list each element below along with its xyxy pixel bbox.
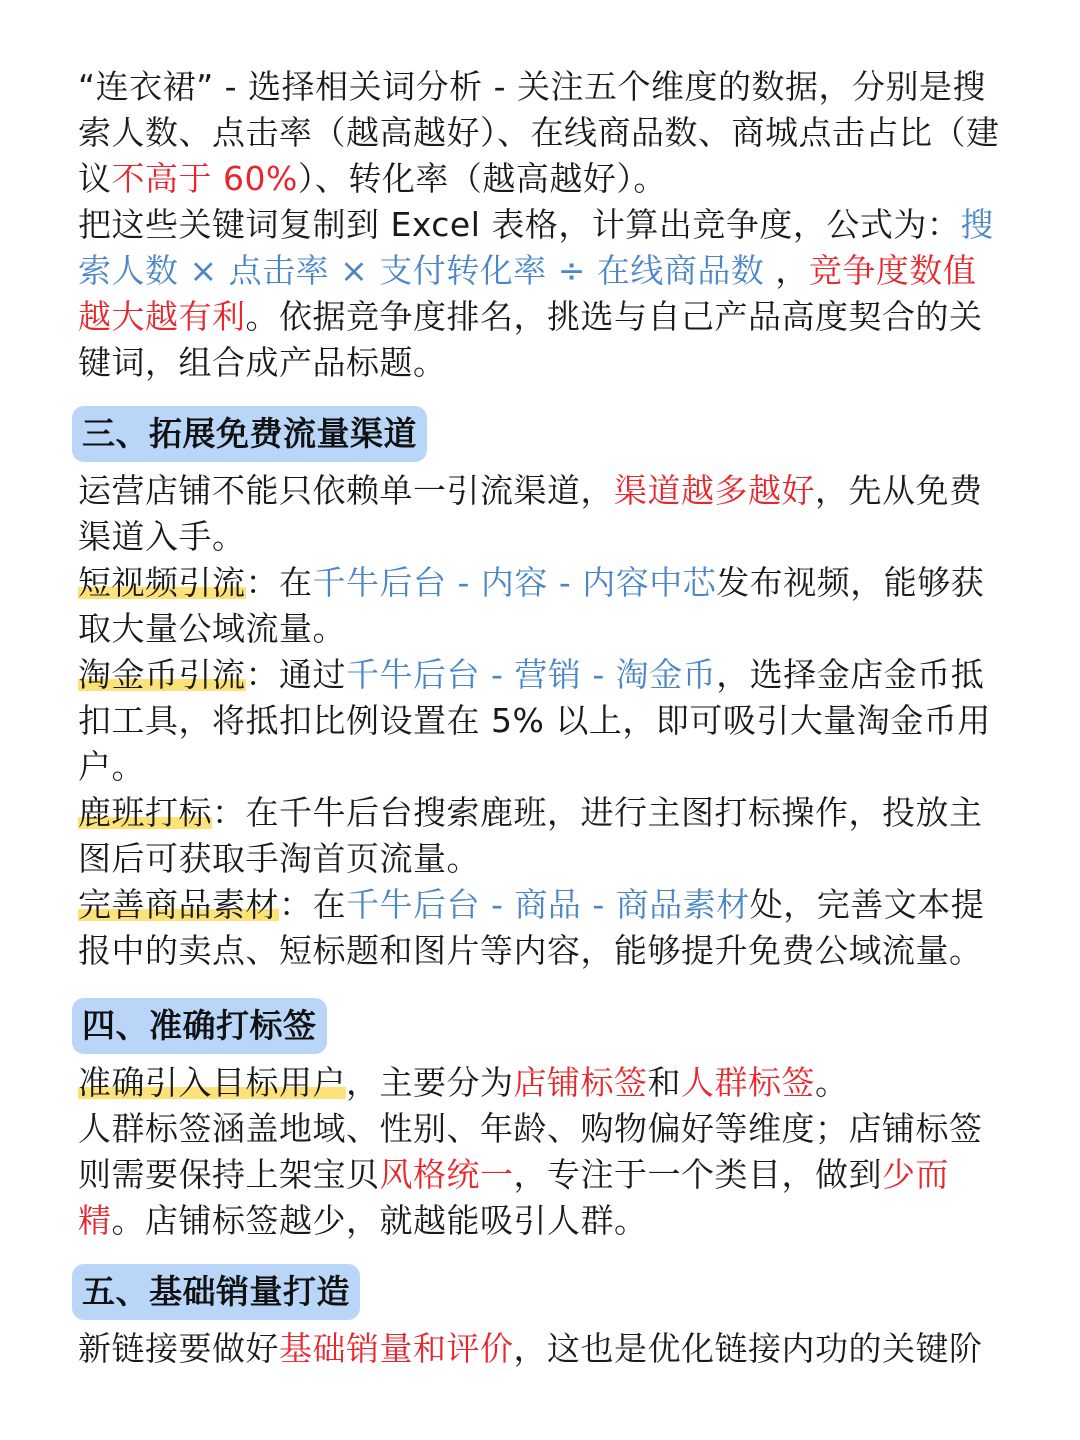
intro-p2-red: 竞争度数值越大越有利 xyxy=(78,251,977,336)
section-heading-free-traffic: 三、拓展免费流量渠道 xyxy=(72,406,427,462)
section4-period: 。 xyxy=(815,1063,849,1102)
section3-intro xyxy=(78,468,1008,560)
target-users-highlight: 准确引入目标用户 xyxy=(78,1063,346,1102)
channel-text: ：在 xyxy=(245,563,313,602)
section5-text: 新链接要做好 xyxy=(78,1329,279,1368)
channel-item-short-video xyxy=(78,560,1008,652)
intro-paragraph-metrics xyxy=(78,64,1008,202)
section3-intro-text: 运营店铺不能只依赖单一引流渠道， xyxy=(78,471,614,510)
section5-text-end: ，这也是优化链接内功的关键阶 xyxy=(513,1329,983,1368)
channel-text-end: ，选择金店金币抵扣工具，将抵扣比例设置在 5% 以上，即可吸引大量淘金币用户。 xyxy=(78,655,991,786)
intro-p2-text-end: 。依据竞争度排名，挑选与自己产品高度契合的关键词，组合成产品标题。 xyxy=(78,297,983,382)
section4-text: ，主要分为 xyxy=(346,1063,514,1102)
channel-path: 千牛后台 - 营销 - 淘金币 xyxy=(346,655,717,694)
section4-and: 和 xyxy=(647,1063,681,1102)
channel-label-short-video: 短视频引流 xyxy=(78,563,246,602)
store-tag-text: 店铺标签 xyxy=(513,1063,648,1102)
section4-detail-text: 人群标签涵盖地域、性别、年龄、购物偏好等维度；店铺标签则需要保持上架宝贝 xyxy=(78,1109,983,1194)
section3-intro-red: 渠道越多越好 xyxy=(614,471,815,510)
base-sales-text: 基础销量和评价 xyxy=(279,1329,514,1368)
section4-detail-end: 。店铺标签越少，就越能吸引人群。 xyxy=(111,1201,648,1240)
channel-item-taojinbi xyxy=(78,652,1008,790)
channel-text-end: 处，完善文本提报中的卖点、短标题和图片等内容，能够提升免费公域流量。 xyxy=(78,885,985,970)
formula-text: 搜索人数 × 点击率 × 支付转化率 ÷ 在线商品数 xyxy=(78,205,994,290)
channel-text-end: 发布视频，能够获取大量公域流量。 xyxy=(78,563,985,648)
channel-label-materials: 完善商品素材 xyxy=(78,885,279,924)
intro-p1-text: “连衣裙” - 选择相关词分析 - 关注五个维度的数据，分别是搜索人数、点击率（越高越好）、在线商品数、商城点击占比（建议 xyxy=(78,67,1000,198)
channel-path: 千牛后台 - 内容 - 内容中芯 xyxy=(312,563,717,602)
section-heading-tags: 四、准确打标签 xyxy=(72,998,327,1054)
section3-intro-text-end: ，先从免费渠道入手。 xyxy=(78,471,983,556)
channel-label-taojinbi: 淘金币引流 xyxy=(78,655,246,694)
section4-details xyxy=(78,1106,1008,1244)
intro-p1-red: 不高于 60% xyxy=(111,159,298,198)
few-but-fine-text: 少而精 xyxy=(78,1155,949,1240)
intro-paragraph-formula xyxy=(78,202,1008,386)
channel-text: ：通过 xyxy=(245,655,346,694)
channel-path: 千牛后台 - 商品 - 商品素材 xyxy=(346,885,750,924)
intro-p2-text: 把这些关键词复制到 Excel 表格，计算出竞争度，公式为： xyxy=(78,205,961,244)
style-unified-text: 风格统一 xyxy=(379,1155,514,1194)
channel-label-luban: 鹿班打标 xyxy=(78,793,212,832)
channel-item-luban xyxy=(78,790,1008,882)
section5-intro xyxy=(78,1326,1008,1372)
channel-text: ：在千牛后台搜索鹿班，进行主图打标操作，投放主图后可获取手淘首页流量。 xyxy=(78,793,983,878)
section4-detail-mid: ，专注于一个类目，做到 xyxy=(513,1155,882,1194)
section4-intro xyxy=(78,1060,1008,1106)
section-heading-base-sales: 五、基础销量打造 xyxy=(72,1264,360,1320)
channel-item-materials xyxy=(78,882,1008,974)
intro-p2-sep: ， xyxy=(764,251,809,290)
intro-p1-text-end: ）、转化率（越高越好）。 xyxy=(297,159,667,198)
channel-text: ：在 xyxy=(279,885,346,924)
crowd-tag-text: 人群标签 xyxy=(681,1063,815,1102)
